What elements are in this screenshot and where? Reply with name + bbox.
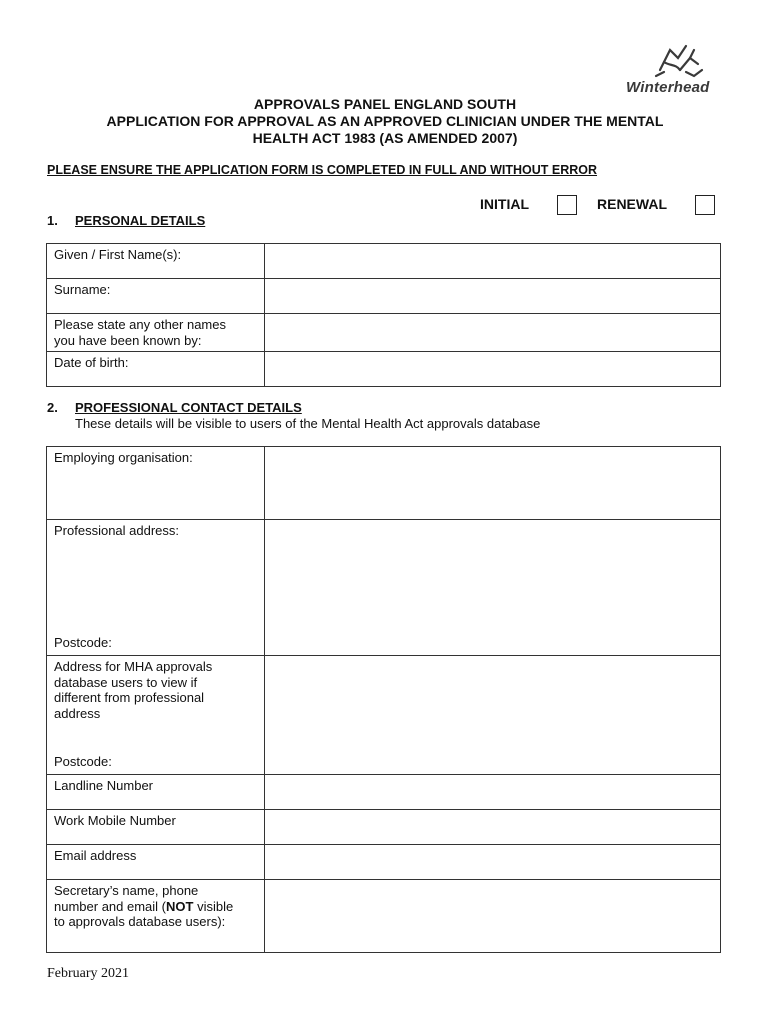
professional-contact-table <box>46 446 721 953</box>
mha-address-label-line-2: database users to view if <box>54 674 198 690</box>
employing-organisation-label: Employing organisation: <box>47 447 265 520</box>
mha-address-label-cell <box>47 656 265 775</box>
other-names-label-line-2: you have been known by: <box>54 332 202 348</box>
table-row <box>47 656 721 775</box>
section-2-heading <box>47 400 302 415</box>
initial-label: INITIAL <box>480 196 529 212</box>
landline-cell <box>265 775 721 810</box>
title-line-3: HEALTH ACT 1983 (AS AMENDED 2007) <box>252 130 518 146</box>
table-row <box>47 447 721 520</box>
professional-postcode-label: Postcode: <box>54 634 112 650</box>
secretary-cell <box>265 880 721 953</box>
other-names-label <box>47 314 265 352</box>
renewal-checkbox[interactable] <box>695 195 715 215</box>
section-2-title: PROFESSIONAL CONTACT DETAILS <box>75 400 302 415</box>
table-row <box>47 244 721 279</box>
employing-organisation-cell <box>265 447 721 520</box>
table-row <box>47 520 721 656</box>
mha-address-label-line-3: different from professional <box>54 690 205 705</box>
personal-details-table <box>46 243 721 387</box>
surname-label: Surname: <box>47 279 265 314</box>
mha-address-cell <box>265 656 721 775</box>
table-row <box>47 880 721 953</box>
professional-address-label: Professional address: <box>54 523 180 538</box>
form-title <box>40 96 730 147</box>
logo-text: Winterhead <box>626 79 710 96</box>
landline-label: Landline Number <box>47 775 265 810</box>
title-line-1: APPROVALS PANEL ENGLAND SOUTH <box>253 96 517 112</box>
email-cell <box>265 845 721 880</box>
completion-notice: PLEASE ENSURE THE APPLICATION FORM IS COMPLETED IN FULL AND WITHOUT ERROR <box>47 163 598 177</box>
initial-checkbox[interactable] <box>557 195 577 215</box>
work-mobile-label: Work Mobile Number <box>47 810 265 845</box>
table-row <box>47 352 721 387</box>
mha-address-label-line-4: address <box>54 705 101 721</box>
section-2-subtitle: These details will be visible to users of the Mental Health Act approvals database <box>75 416 541 431</box>
secretary-label-line-2b: visible <box>193 898 234 914</box>
mha-address-label-line-1: Address for MHA approvals <box>54 659 213 674</box>
table-row <box>47 279 721 314</box>
secretary-label-not: NOT <box>166 898 194 914</box>
tree-emblem-icon <box>650 40 710 80</box>
section-1-title: PERSONAL DETAILS <box>75 213 206 228</box>
section-2-number: 2. <box>47 400 58 415</box>
table-row <box>47 845 721 880</box>
secretary-label-line-2 <box>54 899 257 915</box>
section-1-number: 1. <box>47 213 58 228</box>
email-label: Email address <box>47 845 265 880</box>
surname-cell <box>265 279 721 314</box>
date-of-birth-cell <box>265 352 721 387</box>
table-row <box>47 810 721 845</box>
professional-address-label-cell <box>47 520 265 656</box>
mha-postcode-label: Postcode: <box>54 753 112 769</box>
work-mobile-cell <box>265 810 721 845</box>
table-row <box>47 314 721 352</box>
date-of-birth-label: Date of birth: <box>47 352 265 387</box>
section-1-heading <box>47 213 205 228</box>
winterhead-logo <box>622 40 726 100</box>
other-names-cell <box>265 314 721 352</box>
table-row <box>47 775 721 810</box>
professional-address-cell <box>265 520 721 656</box>
secretary-label-line-1: Secretary’s name, phone <box>54 883 199 898</box>
given-name-label: Given / First Name(s): <box>47 244 265 279</box>
given-name-cell <box>265 244 721 279</box>
title-line-2: APPLICATION FOR APPROVAL AS AN APPROVED CLINICIAN UNDER THE MENTAL <box>106 113 664 129</box>
other-names-label-line-1: Please state any other names <box>54 317 226 332</box>
secretary-label-cell <box>47 880 265 953</box>
footer-date: February 2021 <box>47 966 130 981</box>
secretary-label-line-2a: number and email ( <box>54 898 166 914</box>
renewal-label: RENEWAL <box>597 196 667 212</box>
secretary-label-line-3: to approvals database users): <box>54 914 226 929</box>
